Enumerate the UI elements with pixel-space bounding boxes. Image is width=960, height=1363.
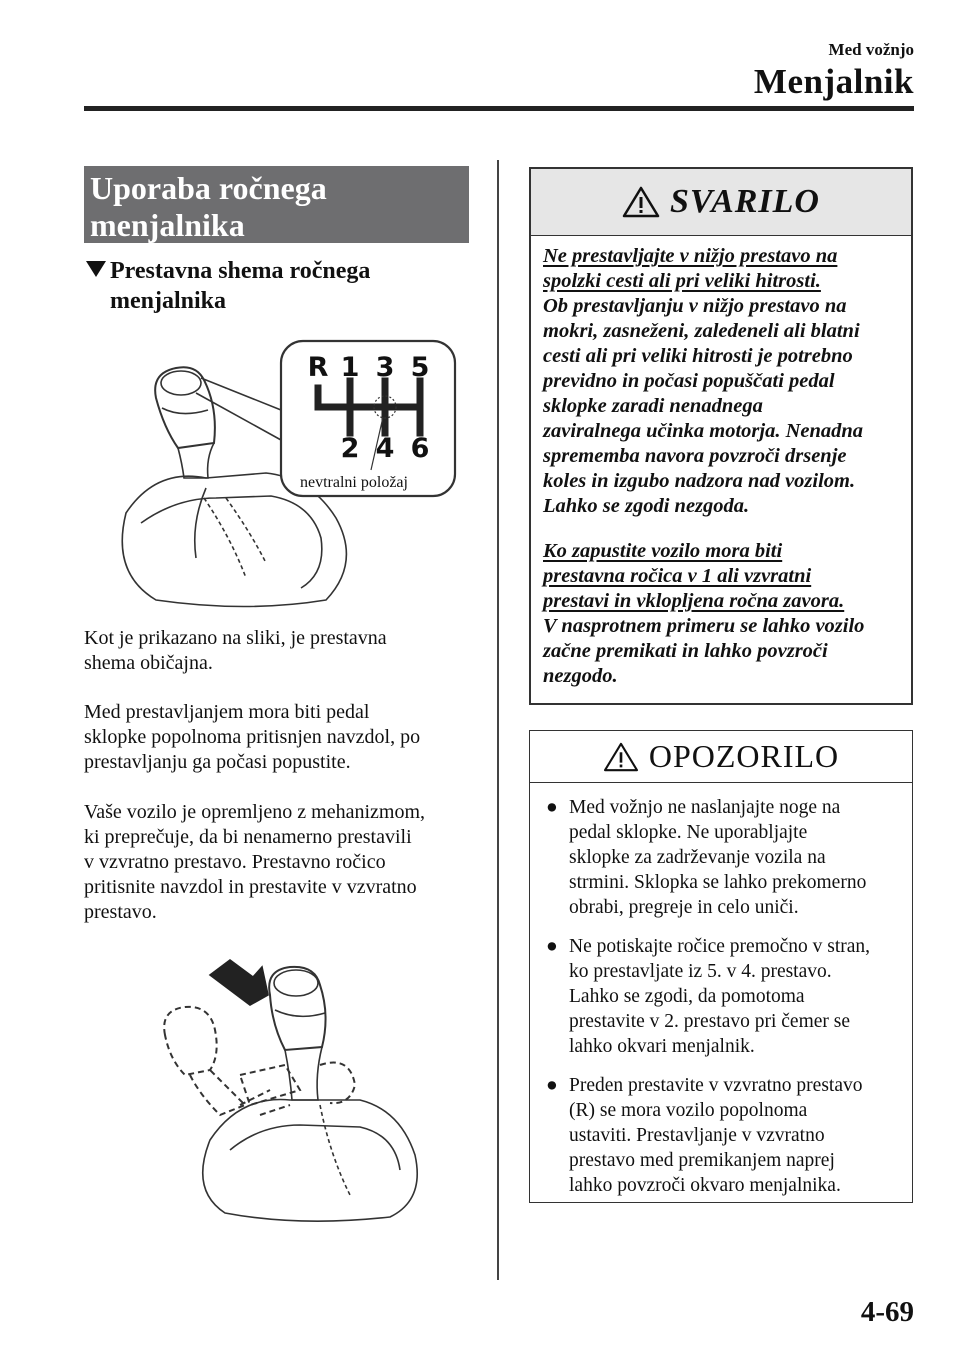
- gear-label-top: 5: [410, 352, 430, 383]
- text-line: prestavite v 2. prestavo pri čemer se: [569, 1011, 851, 1032]
- text-line: Med prestavljanjem mora biti pedal: [84, 701, 370, 723]
- warning-emphasis-line: Ko zapustite vozilo mora biti: [543, 540, 783, 562]
- bullet-icon: ●: [546, 797, 558, 818]
- warning-box: [529, 167, 913, 705]
- text-line: Preden prestavite v vzvratno prestavo: [569, 1075, 863, 1096]
- section-title-line: menjalnika: [90, 207, 245, 243]
- warning-line: mokri, zasneženi, zaledeneli ali blatni: [543, 320, 860, 342]
- chapter-label: Med vožnjo: [828, 40, 914, 59]
- warning-emphasis-line: prestavi in vklopljena ročna zavora.: [543, 590, 845, 612]
- warning-emphasis-line: prestavna ročica v 1 ali vzvratni: [543, 565, 812, 587]
- page-number: 4-69: [860, 1296, 914, 1328]
- caution-list: [530, 783, 912, 1198]
- header-divider: [84, 106, 914, 111]
- paragraph: [84, 700, 479, 775]
- gear-label-top: R: [307, 352, 329, 383]
- warning-line: sklopke zaradi nenadnega: [543, 395, 763, 417]
- warning-line: sprememba navora povzroči drsenje: [543, 445, 847, 467]
- gear-label-top: 3: [375, 352, 395, 383]
- warning-paragraph: [543, 244, 899, 519]
- warning-line: cesti ali pri veliki hitrosti je potrebno: [543, 345, 853, 367]
- warning-body: [531, 236, 911, 689]
- text-line: Kot je prikazano na sliki, je prestavna: [84, 627, 387, 649]
- bullet-icon: ●: [546, 936, 558, 957]
- text-line: pedal sklopke. Ne uporabljajte: [569, 822, 808, 843]
- warning-header: [531, 169, 911, 236]
- caution-triangle-icon: [603, 741, 639, 773]
- caution-title: OPOZORILO: [648, 738, 840, 774]
- gear-label-top: 1: [340, 352, 360, 383]
- section-title-line: Uporaba ročnega: [90, 170, 327, 206]
- text-line: ki preprečuje, da bi nenamerno prestavili: [84, 826, 412, 848]
- warning-emphasis-line: spolzki cesti ali pri veliki hitrosti.: [543, 270, 821, 292]
- page-heading: Menjalnik: [753, 62, 914, 101]
- text-line: sklopke popolnoma pritisnjen navzdol, po: [84, 726, 421, 748]
- warning-paragraph: [543, 539, 899, 689]
- warning-line: zaviralnega učinka motorja. Nenadna: [543, 420, 864, 442]
- text-line: ko prestavljate iz 5. v 4. prestavo.: [569, 961, 832, 982]
- subsection-title-line: Prestavna shema ročnega: [110, 258, 371, 284]
- text-line: prestavo med premikanjem naprej: [569, 1150, 835, 1171]
- warning-line: koles in izgubo nadzora nad vozilom.: [543, 470, 856, 492]
- warning-line: V nasprotnem primeru se lahko vozilo: [543, 615, 865, 637]
- caution-box: [529, 730, 913, 1203]
- gear-pattern-figure: [96, 338, 466, 610]
- warning-emphasis-line: Ne prestavljajte v nižjo prestavo na: [543, 245, 838, 267]
- warning-line: začne premikati in lahko povzroči: [543, 640, 828, 662]
- text-line: strmini. Sklopka se lahko prekomerno: [569, 872, 867, 893]
- caution-header: [530, 731, 912, 783]
- reverse-gear-figure: [150, 955, 470, 1225]
- text-line: v vzvratno prestavo. Prestavno ročico: [84, 851, 386, 873]
- paragraph: [84, 800, 479, 925]
- warning-line: nezgodo.: [543, 665, 618, 687]
- text-line: obrabi, pregreje in celo uniči.: [569, 897, 799, 918]
- text-line: shema običajna.: [84, 652, 213, 674]
- text-line: pritisnite navzdol in prestavite v vzvratno: [84, 876, 417, 898]
- text-line: Ne potiskajte ročice premočno v stran,: [569, 936, 871, 957]
- text-line: Med vožnjo ne naslanjajte noge na: [569, 797, 841, 818]
- gear-label-bottom: 4: [375, 433, 395, 464]
- paragraph: [84, 626, 479, 676]
- section-title: [84, 166, 469, 243]
- text-line: prestavo.: [84, 901, 157, 923]
- gear-label-bottom: 6: [410, 433, 430, 464]
- text-line: sklopke za zadrževanje vozila na: [569, 847, 826, 868]
- text-line: prestavljanju ga počasi popustite.: [84, 751, 351, 773]
- list-item: [546, 934, 902, 1059]
- subsection-title: [86, 256, 370, 316]
- text-line: lahko okvari menjalnik.: [569, 1036, 755, 1057]
- column-divider: [497, 160, 499, 1280]
- text-line: Vaše vozilo je opremljeno z mehanizmom,: [84, 801, 426, 823]
- neutral-position-label: nevtralni položaj: [300, 474, 408, 491]
- list-item: [546, 1073, 902, 1198]
- warning-title: SVARILO: [670, 183, 820, 220]
- text-line: ustaviti. Prestavljanje v vzvratno: [569, 1125, 825, 1146]
- gear-label-bottom: 2: [340, 433, 360, 464]
- warning-line: Lahko se zgodi nezgoda.: [543, 495, 750, 517]
- subsection-title-line: menjalnika: [110, 288, 227, 314]
- text-line: (R) se mora vozilo popolnoma: [569, 1100, 808, 1121]
- list-item: [546, 795, 902, 920]
- warning-line: previdno in počasi popuščati pedal: [543, 370, 835, 392]
- warning-line: Ob prestavljanju v nižjo prestavo na: [543, 295, 847, 317]
- bullet-icon: ●: [546, 1075, 558, 1096]
- warning-triangle-icon: [622, 185, 660, 219]
- triangle-down-icon: [86, 261, 106, 277]
- text-line: Lahko se zgodi, da pomotoma: [569, 986, 805, 1007]
- text-line: lahko povzroči okvaro menjalnika.: [569, 1175, 841, 1196]
